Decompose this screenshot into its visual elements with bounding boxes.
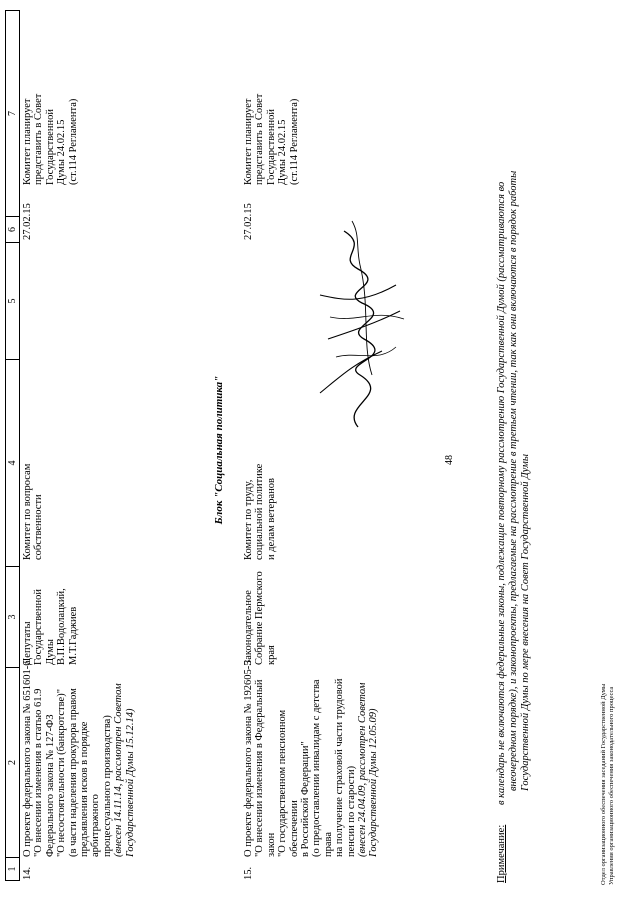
committee-line: и делам ветеранов bbox=[265, 478, 277, 560]
status-line: Государственной bbox=[44, 109, 56, 185]
column-number: 1 bbox=[6, 858, 20, 881]
column-number-header bbox=[5, 10, 20, 881]
column-number: 3 bbox=[6, 567, 20, 668]
column-number: 7 bbox=[6, 11, 20, 217]
bill-line: "О несостоятельности (банкротстве)" bbox=[56, 689, 68, 857]
bill-line: "О внесении изменения в Федеральный закон bbox=[254, 679, 277, 857]
block-title: Блок "Социальная политика" bbox=[213, 375, 225, 525]
initiator-line: края bbox=[265, 645, 277, 665]
bill-note-line: (внесен 14.11.14, рассмотрен Советом bbox=[113, 683, 125, 857]
column-number: 2 bbox=[6, 668, 20, 858]
committee bbox=[22, 410, 45, 560]
committee-line: собственности bbox=[33, 494, 45, 560]
bill-line: на получение страховой части трудовой bbox=[334, 678, 346, 857]
bill-line: (в части наделения прокурора правом bbox=[67, 688, 79, 857]
status-line: Комитет планирует bbox=[22, 98, 33, 185]
column-number: 5 bbox=[6, 243, 20, 360]
bill-line: О проекте федерального закона № 192605-5 bbox=[243, 660, 254, 857]
committee-line: Комитет по труду, bbox=[243, 479, 254, 560]
initiator-line: Думы bbox=[44, 639, 56, 665]
bill-line: в Российской Федерации" bbox=[300, 741, 312, 857]
bill-description bbox=[22, 657, 136, 857]
status-line: Думы 24.02.15 bbox=[56, 119, 68, 185]
status bbox=[22, 15, 79, 185]
bill-note-line: Государственной Думы 15.12.14) bbox=[124, 708, 136, 857]
status-line: представить в Совет bbox=[33, 93, 45, 185]
initiator bbox=[243, 570, 277, 665]
bill-line: процессуального производства) bbox=[101, 715, 113, 857]
bill-line: "О государственном пенсионном обеспечении bbox=[277, 709, 300, 857]
bill-note-line: (внесен 24.04.09, рассмотрен Советом bbox=[357, 682, 369, 857]
bill-line: О проекте федерального закона № 651601-6 bbox=[22, 660, 33, 857]
bill-line: "О внесении изменения в статью 61.9 bbox=[33, 688, 45, 857]
footer-line: Управления организационного обеспечения законодательного процесса bbox=[608, 686, 615, 885]
status-line: представить в Совет bbox=[254, 93, 266, 185]
initiator-line: В.П.Водолацкий, bbox=[56, 588, 68, 665]
note-text bbox=[496, 85, 532, 805]
committee-line: Комитет по вопросам bbox=[22, 463, 33, 560]
footer bbox=[600, 684, 616, 885]
initiator-line: Законодательное bbox=[243, 590, 254, 665]
status-line: (ст.114 Регламента) bbox=[67, 98, 79, 185]
bill-line: пенсии по старости) bbox=[345, 765, 357, 857]
note-line: в календарь не включаются федеральные законы, подлежащие повторному рассмотрению Государственной Думой (рассматриваются во bbox=[496, 181, 507, 805]
bill-note-line: Государственной Думы 12.05.09) bbox=[368, 708, 380, 857]
status-line: Комитет планирует bbox=[243, 98, 254, 185]
handwritten-signature bbox=[300, 215, 420, 435]
column-number: 6 bbox=[6, 217, 20, 243]
initiator-line: М.Т.Гаджиев bbox=[67, 606, 79, 665]
status bbox=[243, 15, 300, 185]
committee-line: социальной политике bbox=[254, 463, 266, 560]
note-line: Государственной Думы по мере внесения на Совет Государственной Думы bbox=[520, 454, 531, 791]
bill-line: Федерального закона № 127-ФЗ bbox=[44, 714, 56, 857]
bill-line: предъявления исков в порядке арбитражного bbox=[79, 721, 102, 857]
initiator-line: Собрание Пермского bbox=[254, 571, 266, 665]
note-label: Примечание: bbox=[496, 824, 507, 883]
row-number: 15. bbox=[243, 866, 254, 880]
status-line: Думы 24.02.15 bbox=[277, 119, 289, 185]
note-line: внеочередном порядке), и законопроекты, предлагаемые на рассмотрение в третьем чтении, так как они включаются в порядок работы bbox=[508, 170, 519, 791]
column-number: 4 bbox=[6, 360, 20, 567]
initiator bbox=[22, 570, 79, 665]
committee bbox=[243, 410, 277, 560]
date: 27.02.15 bbox=[22, 203, 33, 240]
status-line: (ст.114 Регламента) bbox=[288, 98, 300, 185]
footer-line: Отдел организационного обеспечения заседаний Государственной Думы bbox=[600, 683, 607, 885]
bill-description bbox=[243, 657, 380, 857]
bill-line: (о предоставлении инвалидам с детства права bbox=[311, 679, 334, 857]
row-number: 14. bbox=[22, 866, 33, 880]
initiator-line: Государственной bbox=[33, 589, 45, 665]
page-number: 48 bbox=[444, 455, 455, 465]
date: 27.02.15 bbox=[243, 203, 254, 240]
status-line: Государственной bbox=[265, 109, 277, 185]
initiator-line: Депутаты bbox=[22, 621, 33, 665]
